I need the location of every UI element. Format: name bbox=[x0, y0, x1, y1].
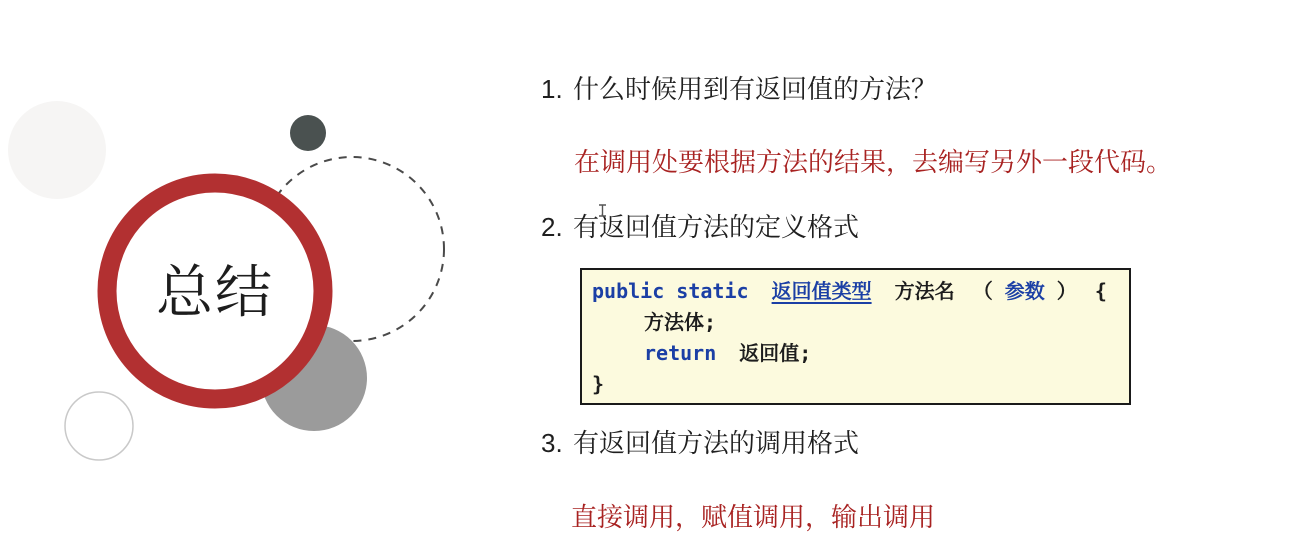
list-item-3-number: 3. bbox=[541, 428, 563, 458]
list-item-3 bbox=[541, 426, 859, 460]
white-outline-circle bbox=[65, 392, 133, 460]
code-line-signature bbox=[592, 276, 1121, 307]
highlight-note-2: 直接调用，赋值调用，输出调用 bbox=[571, 502, 936, 532]
code-modifiers: public static bbox=[592, 279, 749, 303]
list-item-1-text: 什么时候用到有返回值的方法？ bbox=[573, 74, 938, 104]
light-gray-circle bbox=[8, 101, 106, 199]
code-box bbox=[580, 268, 1131, 405]
list-item-3-text: 有返回值方法的调用格式 bbox=[573, 428, 860, 458]
list-item-2 bbox=[541, 210, 859, 244]
code-open-brace: { bbox=[1094, 279, 1107, 303]
dark-gray-circle bbox=[290, 115, 326, 151]
code-method-name: 方法名 bbox=[894, 279, 955, 303]
code-return-type: 返回值类型 bbox=[771, 279, 872, 303]
code-param-name: 参数 bbox=[1004, 279, 1045, 303]
code-return-keyword: return bbox=[644, 341, 717, 365]
list-item-1 bbox=[541, 72, 937, 106]
code-line-body: 方法体; bbox=[644, 310, 717, 334]
code-line-return bbox=[592, 338, 1121, 369]
code-paren-open: （ bbox=[972, 279, 993, 303]
code-return-value: 返回值; bbox=[739, 341, 812, 365]
highlight-note-1: 在调用处要根据方法的结果，去编写另外一段代码。 bbox=[574, 147, 1173, 177]
code-paren-close: ） bbox=[1056, 279, 1077, 303]
list-item-2-number: 2. bbox=[541, 212, 563, 242]
list-item-2-text: 有返回值方法的定义格式 bbox=[573, 212, 860, 242]
code-close-brace: } bbox=[592, 372, 605, 396]
list-item-1-number: 1. bbox=[541, 74, 563, 104]
text-cursor-artifact bbox=[598, 204, 607, 217]
summary-badge-label: 总结 bbox=[156, 260, 274, 325]
